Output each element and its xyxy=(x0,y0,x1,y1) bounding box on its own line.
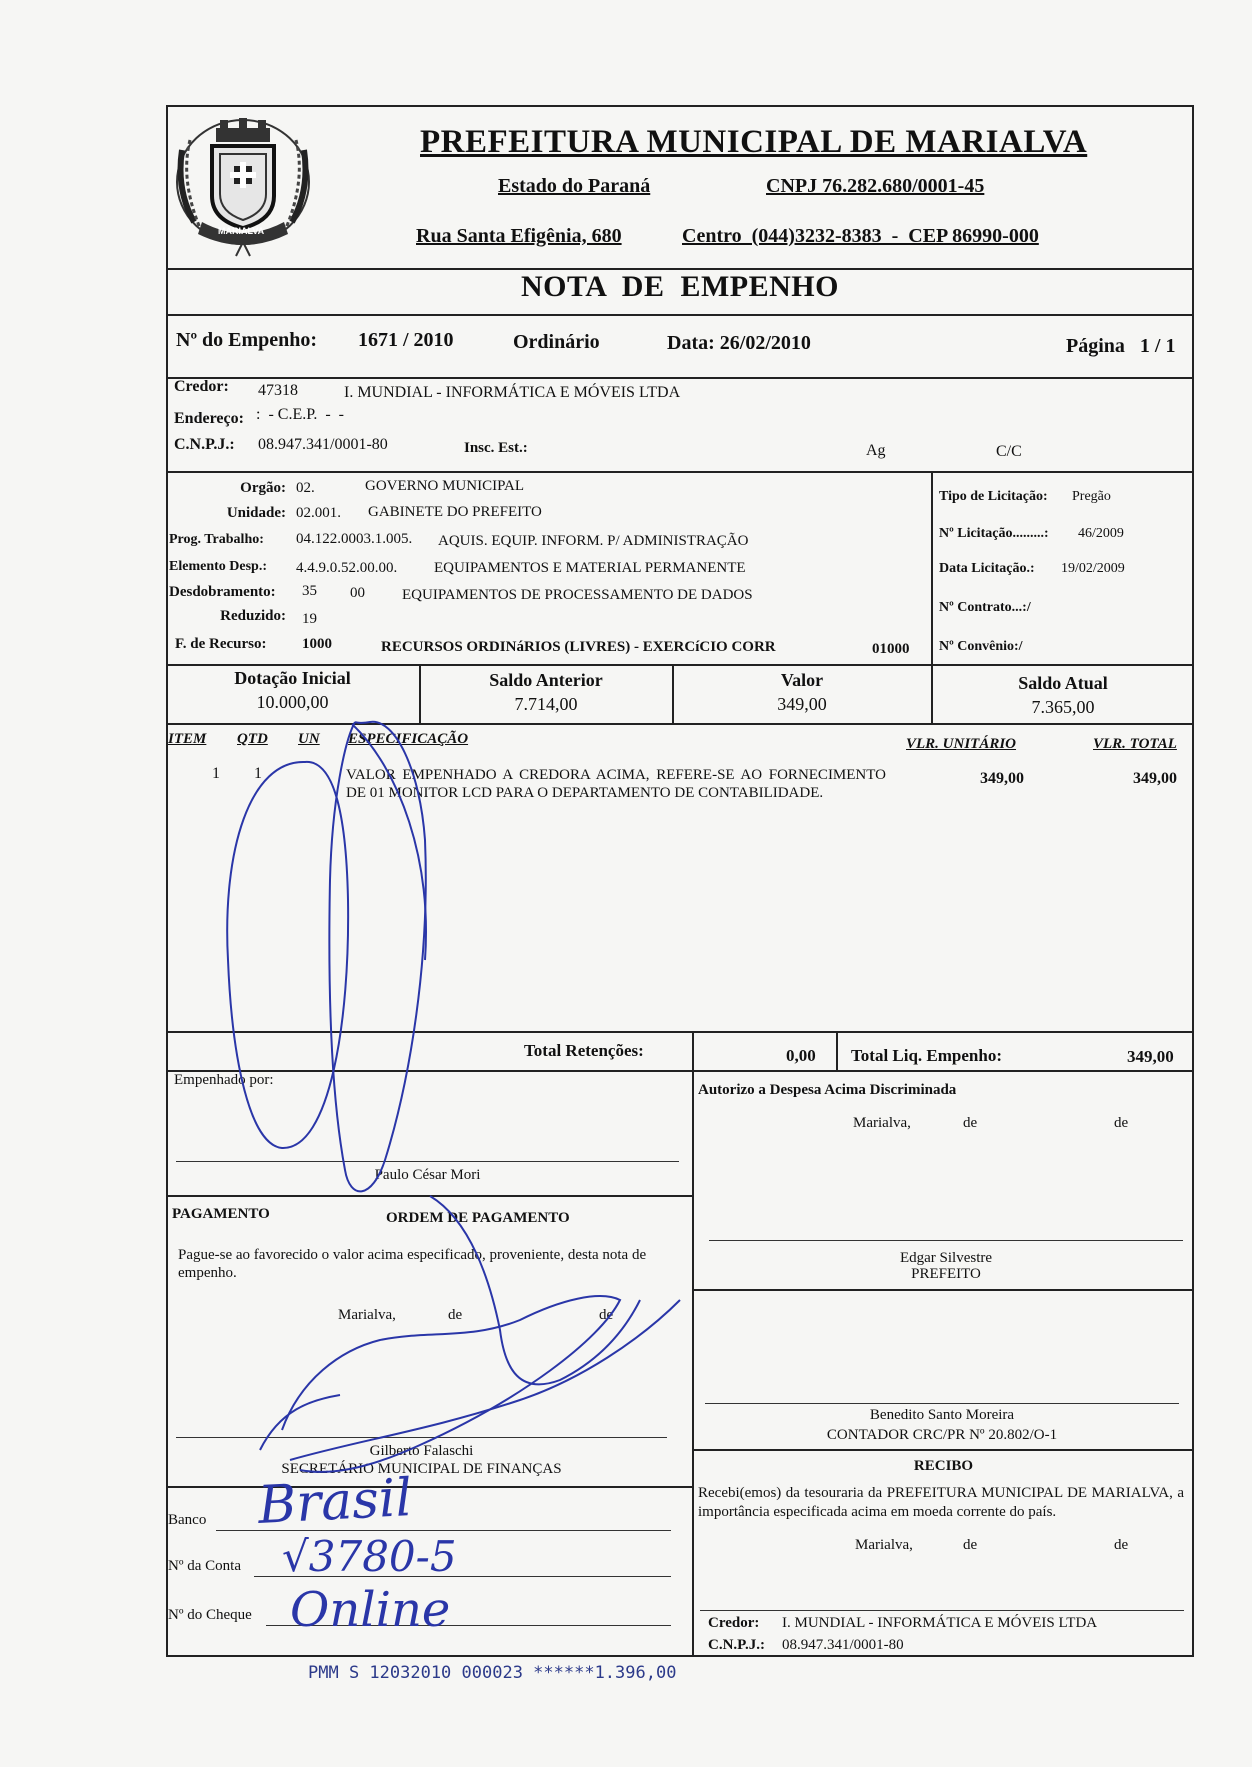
unidade-label: Unidade: xyxy=(226,505,286,521)
credor-name: I. MUNDIAL - INFORMÁTICA E MÓVEIS LTDA xyxy=(344,384,681,401)
row-vlr-total: 349,00 xyxy=(1133,770,1177,787)
saldo-anterior-value: 7.714,00 xyxy=(514,694,578,714)
recurso-name: RECURSOS ORDINáRIOS (LIVRES) - EXERCíCIO CORR xyxy=(381,639,776,655)
licit-num-value: 46/2009 xyxy=(1078,526,1124,541)
unidade-name: GABINETE DO PREFEITO xyxy=(368,504,542,520)
banco-handwritten: Brasil xyxy=(256,1468,414,1536)
cnpj-value: 08.947.341/0001-80 xyxy=(258,436,388,453)
header-title: PREFEITURA MUNICIPAL DE MARIALVA xyxy=(420,124,1088,160)
licit-convenio: Nº Convênio:/ xyxy=(939,639,1023,654)
contador-name: Benedito Santo Moreira xyxy=(869,1407,1015,1423)
licit-data-value: 19/02/2009 xyxy=(1061,561,1125,576)
credor-label: Credor: xyxy=(174,378,229,395)
row-desc: VALOR EMPENHADO A CREDORA ACIMA, REFERE-SE AO FORNECIMENTO DE 01 MONITOR LCD PARA O DEPARTAMENTO DE CONTABILIDADE. xyxy=(346,767,886,801)
autorizo-label: Autorizo a Despesa Acima Discriminada xyxy=(698,1082,957,1098)
licit-data-label: Data Licitação.: xyxy=(939,561,1035,576)
recibo-label: RECIBO xyxy=(913,1458,974,1474)
unidade-code: 02.001. xyxy=(296,505,341,521)
cheque-label: Nº do Cheque xyxy=(168,1607,252,1623)
empenhado-label: Empenhado por: xyxy=(174,1072,274,1088)
col-item: ITEM xyxy=(168,731,207,747)
cnpj-label: C.N.P.J.: xyxy=(174,436,235,453)
secretario-title: SECRETÁRIO MUNICIPAL DE FINANÇAS xyxy=(281,1461,562,1477)
col-vlr-total: VLR. TOTAL xyxy=(1093,736,1177,752)
desd-name: EQUIPAMENTOS DE PROCESSAMENTO DE DADOS xyxy=(402,587,753,603)
ordem-pagamento-label: ORDEM DE PAGAMENTO xyxy=(386,1210,570,1226)
reduzido-value: 19 xyxy=(302,611,317,627)
recibo-marialva: Marialva, xyxy=(855,1537,913,1553)
empenho-num-label: Nº do Empenho: xyxy=(176,329,318,351)
recibo-text: Recebi(emos) da tesouraria da PREFEITURA MUNICIPAL DE MARIALVA, a importância especificada acima em moeda corrente do país. xyxy=(698,1485,1184,1520)
empenho-num-value: 1671 / 2010 xyxy=(358,329,454,351)
recurso-label: F. de Recurso: xyxy=(175,636,267,652)
row-qtd: 1 xyxy=(254,765,262,782)
banco-label: Banco xyxy=(168,1512,207,1528)
pagamento-de1: de xyxy=(448,1307,463,1323)
empenho-date: Data: 26/02/2010 xyxy=(667,332,811,354)
elem-code: 4.4.9.0.52.00.00. xyxy=(296,560,398,576)
prog-name: AQUIS. EQUIP. INFORM. P/ ADMINISTRAÇÃO xyxy=(438,533,749,549)
secretario-name: Gilberto Falaschi xyxy=(369,1443,474,1459)
header-address: Rua Santa Efigênia, 680 xyxy=(416,225,622,247)
recurso-code: 1000 xyxy=(302,636,332,652)
crest-banner-text: MARIALVA xyxy=(218,226,265,236)
recibo-credor-label: Credor: xyxy=(708,1615,760,1631)
pagamento-text: Pague-se ao favorecido o valor acima especificado, proveniente, desta nota de empenho. xyxy=(178,1247,647,1281)
saldo-anterior-label: Saldo Anterior xyxy=(489,670,603,690)
elem-label: Elemento Desp.: xyxy=(169,559,267,574)
licit-contrato: Nº Contrato...:/ xyxy=(939,600,1031,615)
elem-name: EQUIPAMENTOS E MATERIAL PERMANENTE xyxy=(434,560,746,576)
cc-label: C/C xyxy=(996,443,1022,460)
total-liq-value: 349,00 xyxy=(1127,1047,1174,1066)
licit-tipo-value: Pregão xyxy=(1072,489,1111,504)
saldo-atual-value: 7.365,00 xyxy=(1031,697,1095,717)
recibo-de1: de xyxy=(963,1537,978,1553)
prefeito-name: Edgar Silvestre xyxy=(899,1250,993,1266)
prefeito-title: PREFEITO xyxy=(911,1266,981,1282)
orgao-name: GOVERNO MUNICIPAL xyxy=(365,478,525,494)
autorizo-de2: de xyxy=(1114,1115,1129,1131)
valor-label: Valor xyxy=(780,670,824,690)
recurso-code2: 01000 xyxy=(872,641,910,657)
contador-title: CONTADOR CRC/PR Nº 20.802/O-1 xyxy=(826,1427,1058,1443)
total-retencoes-label: Total Retenções: xyxy=(524,1041,644,1060)
payment-code: PMM S 12032010 000023 ******1.396,00 xyxy=(308,1663,677,1683)
total-retencoes-value: 0,00 xyxy=(786,1046,816,1065)
dotacao-label: Dotação Inicial xyxy=(234,668,351,688)
recibo-cnpj-label: C.N.P.J.: xyxy=(708,1637,765,1653)
row-vlr-unit: 349,00 xyxy=(980,770,1024,787)
licit-tipo-label: Tipo de Licitação: xyxy=(939,489,1048,504)
recibo-cnpj-value: 08.947.341/0001-80 xyxy=(782,1637,904,1653)
prog-code: 04.122.0003.1.005. xyxy=(296,531,413,547)
orgao-label: Orgão: xyxy=(240,480,286,496)
empenhado-name: Paulo César Mori xyxy=(374,1167,481,1183)
dotacao-value: 10.000,00 xyxy=(256,692,329,712)
pagamento-marialva: Marialva, xyxy=(338,1307,396,1323)
desd-code2: 00 xyxy=(350,585,365,601)
city-crest xyxy=(172,110,314,258)
ag-label: Ag xyxy=(866,442,886,459)
licit-num-label: Nº Licitação.........: xyxy=(939,526,1049,541)
valor-value: 349,00 xyxy=(777,694,827,714)
autorizo-marialva: Marialva, xyxy=(853,1115,911,1131)
autorizo-de1: de xyxy=(963,1115,978,1131)
orgao-code: 02. xyxy=(296,480,315,496)
empenho-type: Ordinário xyxy=(513,331,600,353)
recibo-de2: de xyxy=(1114,1537,1129,1553)
col-vlr-unit: VLR. UNITÁRIO xyxy=(906,736,1017,752)
desd-code: 35 xyxy=(302,583,317,599)
credor-code: 47318 xyxy=(258,382,298,399)
total-liq-label: Total Liq. Empenho: xyxy=(851,1046,1002,1065)
col-esp: ESPECIFICAÇÃO xyxy=(348,731,469,747)
desd-label: Desdobramento: xyxy=(169,584,276,600)
reduzido-label: Reduzido: xyxy=(220,608,286,624)
header-address2: Centro (044)3232-8383 - CEP 86990-000 xyxy=(682,225,1039,247)
recibo-credor-value: I. MUNDIAL - INFORMÁTICA E MÓVEIS LTDA xyxy=(782,1615,1098,1631)
col-qtd: QTD xyxy=(237,731,268,747)
endereco-label: Endereço: xyxy=(174,410,244,427)
endereco-value: : - C.E.P. - - xyxy=(256,406,344,423)
pagamento-de2: de xyxy=(599,1307,614,1323)
empenho-page: Página 1 / 1 xyxy=(1066,335,1176,357)
col-un: UN xyxy=(298,731,320,747)
saldo-atual-label: Saldo Atual xyxy=(1018,673,1108,693)
cheque-handwritten: Online xyxy=(290,1582,451,1638)
header-cnpj: CNPJ 76.282.680/0001-45 xyxy=(766,175,985,197)
conta-handwritten: √3780-5 xyxy=(282,1532,457,1581)
row-item: 1 xyxy=(212,765,220,782)
prog-label: Prog. Trabalho: xyxy=(169,532,264,547)
pagamento-label: PAGAMENTO xyxy=(172,1206,270,1222)
conta-label: Nº da Conta xyxy=(168,1558,241,1574)
header-state: Estado do Paraná xyxy=(498,175,651,197)
insc-label: Insc. Est.: xyxy=(464,440,528,456)
doc-title: NOTA DE EMPENHO xyxy=(521,270,839,303)
